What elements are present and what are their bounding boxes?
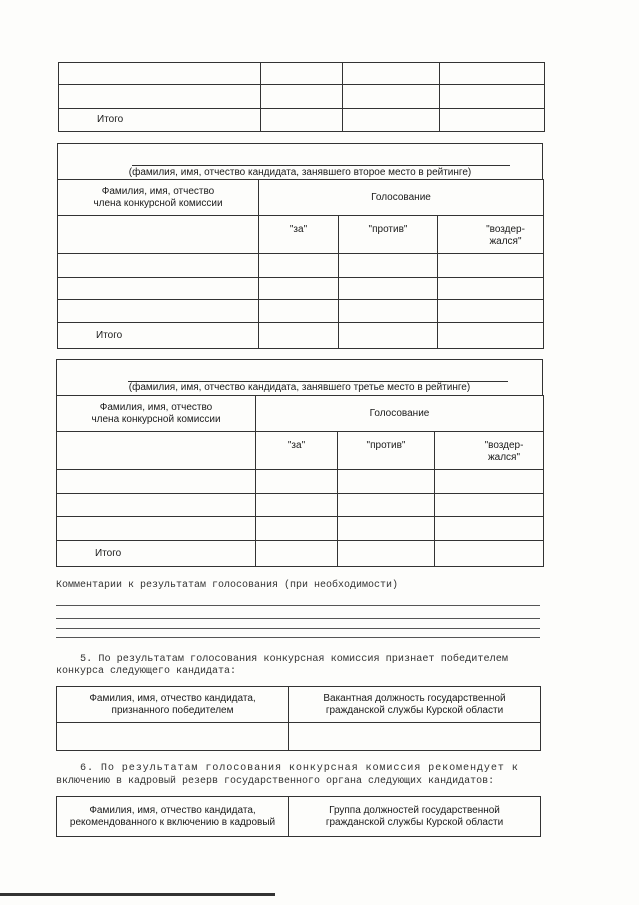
vacant-position-header: Вакантная должность государственной гражданской службы Курской области — [289, 687, 541, 723]
total-label: Итого — [58, 323, 259, 349]
voting-table-second-place — [57, 179, 544, 349]
reserve-table — [56, 796, 541, 837]
vote-abstained-header: "воздер- жался" — [435, 432, 544, 470]
comment-line — [56, 618, 540, 619]
comments-label: Комментарии к результатам голосования (при необходимости) — [56, 580, 399, 591]
member-name-header: Фамилия, имя, отчество члена конкурсной комиссии — [57, 396, 256, 432]
voting-header: Голосование — [256, 396, 544, 432]
reserve-candidate-header: Фамилия, имя, отчество кандидата, рекомендованного к включению в кадровый — [57, 797, 289, 837]
total-row — [59, 109, 545, 132]
table-row — [58, 300, 544, 323]
voting-table-first-place — [58, 62, 545, 132]
comment-line — [56, 628, 540, 629]
member-name-header: Фамилия, имя, отчество члена конкурсной комиссии — [58, 180, 259, 216]
table-row — [57, 517, 544, 541]
voting-header: Голосование — [259, 180, 544, 216]
scan-edge-bar — [0, 893, 275, 896]
table-row — [57, 723, 541, 751]
vote-abstained-header: "воздер- жался" — [438, 216, 544, 254]
candidate-caption-second: (фамилия, имя, отчество кандидата, занявшего второе место в рейтинге) — [128, 167, 472, 178]
total-label: Итого — [57, 541, 256, 567]
candidate-name-line-second — [132, 165, 510, 166]
table-row — [58, 254, 544, 278]
candidate-caption-third: (фамилия, имя, отчество кандидата, занявшего третье место в рейтинге) — [128, 382, 471, 393]
section-5-text-line2: конкурса следующего кандидата: — [56, 666, 237, 677]
voting-table-third-place — [56, 395, 544, 567]
vote-for-header: "за" — [256, 432, 338, 470]
section-6-text-line1: 6. По результатам голосования конкурсная комиссия рекомендует к — [80, 763, 519, 774]
winner-table — [56, 686, 541, 751]
section-5-text-line1: 5. По результатам голосования конкурсная комиссия признает победителем — [80, 654, 508, 665]
section-6-text-line2: включению в кадровый резерв государственного органа следующих кандидатов: — [56, 776, 495, 787]
total-row — [57, 541, 544, 567]
table-row — [59, 85, 545, 109]
comment-line — [56, 605, 540, 606]
vote-for-header: "за" — [259, 216, 339, 254]
total-row — [58, 323, 544, 349]
position-group-header: Группа должностей государственной гражданской службы Курской области — [289, 797, 541, 837]
table-row — [57, 494, 544, 517]
vote-against-header: "против" — [339, 216, 438, 254]
total-label: Итого — [59, 109, 261, 132]
winner-name-header: Фамилия, имя, отчество кандидата, признанного победителем — [57, 687, 289, 723]
table-row — [57, 470, 544, 494]
vote-against-header: "против" — [338, 432, 435, 470]
table-row — [59, 63, 545, 85]
comment-line — [56, 637, 540, 638]
table-row — [58, 278, 544, 300]
